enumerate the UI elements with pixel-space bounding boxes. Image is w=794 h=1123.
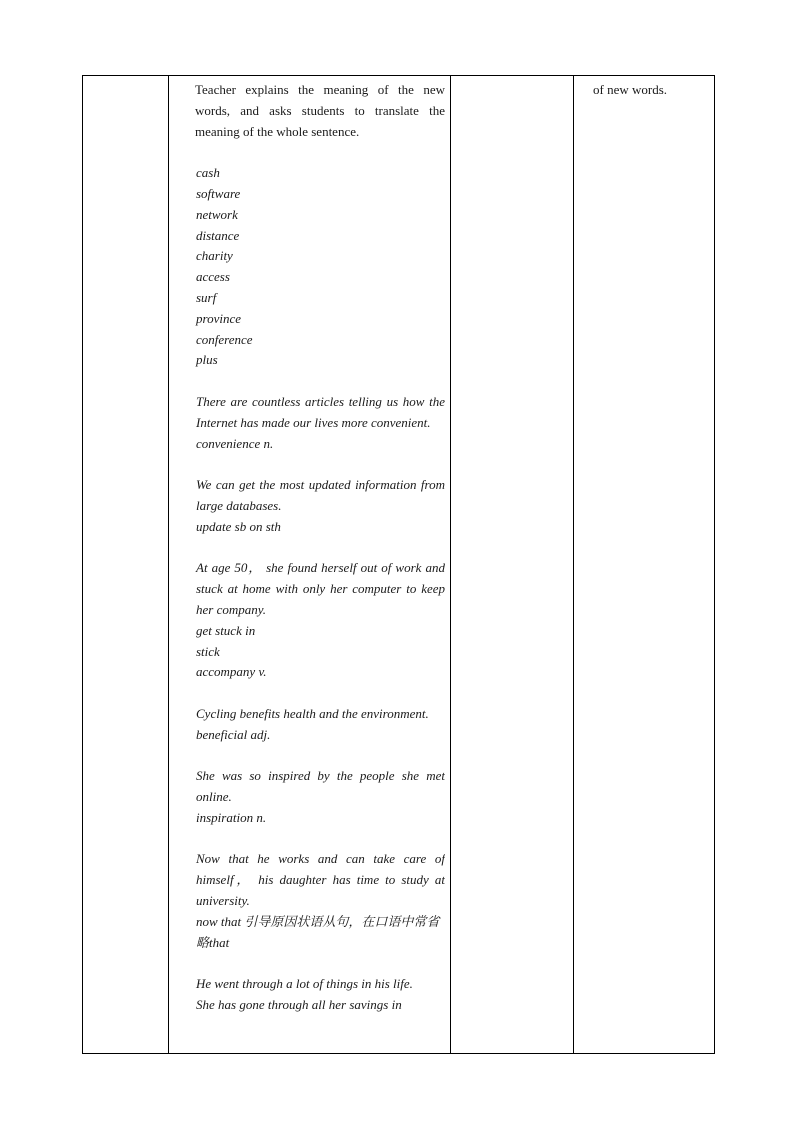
example-note: accompany v. <box>196 664 267 680</box>
example-note: inspiration n. <box>196 809 267 825</box>
example-block <box>195 766 445 828</box>
example-block <box>195 974 445 995</box>
example-note: now that 引导原因状语从句，在口语中常省略that <box>196 913 440 950</box>
example-note: get stuck in <box>196 622 256 638</box>
example-sentence: There are countless articles telling us how the Internet has made our lives more convenient. <box>196 393 445 430</box>
teaching-activity-cell <box>195 80 445 1052</box>
example-sentence: Cycling benefits health and the environment. <box>196 705 429 721</box>
example-block <box>195 475 445 537</box>
vocabulary-word: charity <box>196 248 233 264</box>
example-block <box>195 392 445 454</box>
teacher-instruction: Teacher explains the meaning of the new words, and asks students to translate the meaning of the whole sentence. <box>195 82 445 139</box>
example-sentence: At age 50， she found herself out of work and stuck at home with only her computer to keep her company. <box>196 560 445 617</box>
example-note: convenience n. <box>196 435 274 451</box>
vocabulary-word: conference <box>196 331 253 347</box>
example-note: stick <box>196 643 220 659</box>
column-divider-1 <box>168 76 169 1053</box>
example-note: update sb on sth <box>196 518 281 534</box>
vocabulary-word: province <box>196 310 241 326</box>
lesson-plan-table <box>82 75 715 1054</box>
vocabulary-word: access <box>196 269 230 285</box>
example-sentence: He went through a lot of things in his life. <box>196 976 413 992</box>
vocabulary-word: plus <box>196 352 218 368</box>
example-sentence-trailing: She has gone through all her savings in <box>196 997 402 1013</box>
example-block <box>195 558 445 683</box>
example-sentence: Now that he works and can take care of himself， his daughter has time to study at university. <box>196 851 445 909</box>
vocabulary-word: network <box>196 206 238 222</box>
vocabulary-word: distance <box>196 227 240 243</box>
example-sentence: She was so inspired by the people she met online. <box>196 768 445 805</box>
example-block <box>195 704 445 746</box>
column-divider-2 <box>450 76 451 1053</box>
example-sentences <box>195 371 445 995</box>
purpose-text: of new words. <box>593 82 668 97</box>
column-divider-3 <box>573 76 574 1053</box>
purpose-cell <box>583 80 713 101</box>
vocabulary-list <box>195 163 445 371</box>
example-note: beneficial adj. <box>196 726 271 742</box>
vocabulary-word: surf <box>196 289 217 305</box>
example-sentence: We can get the most updated information from large databases. <box>196 477 445 513</box>
vocabulary-word: cash <box>196 165 220 181</box>
vocabulary-word: software <box>196 185 241 201</box>
example-block <box>195 849 445 953</box>
